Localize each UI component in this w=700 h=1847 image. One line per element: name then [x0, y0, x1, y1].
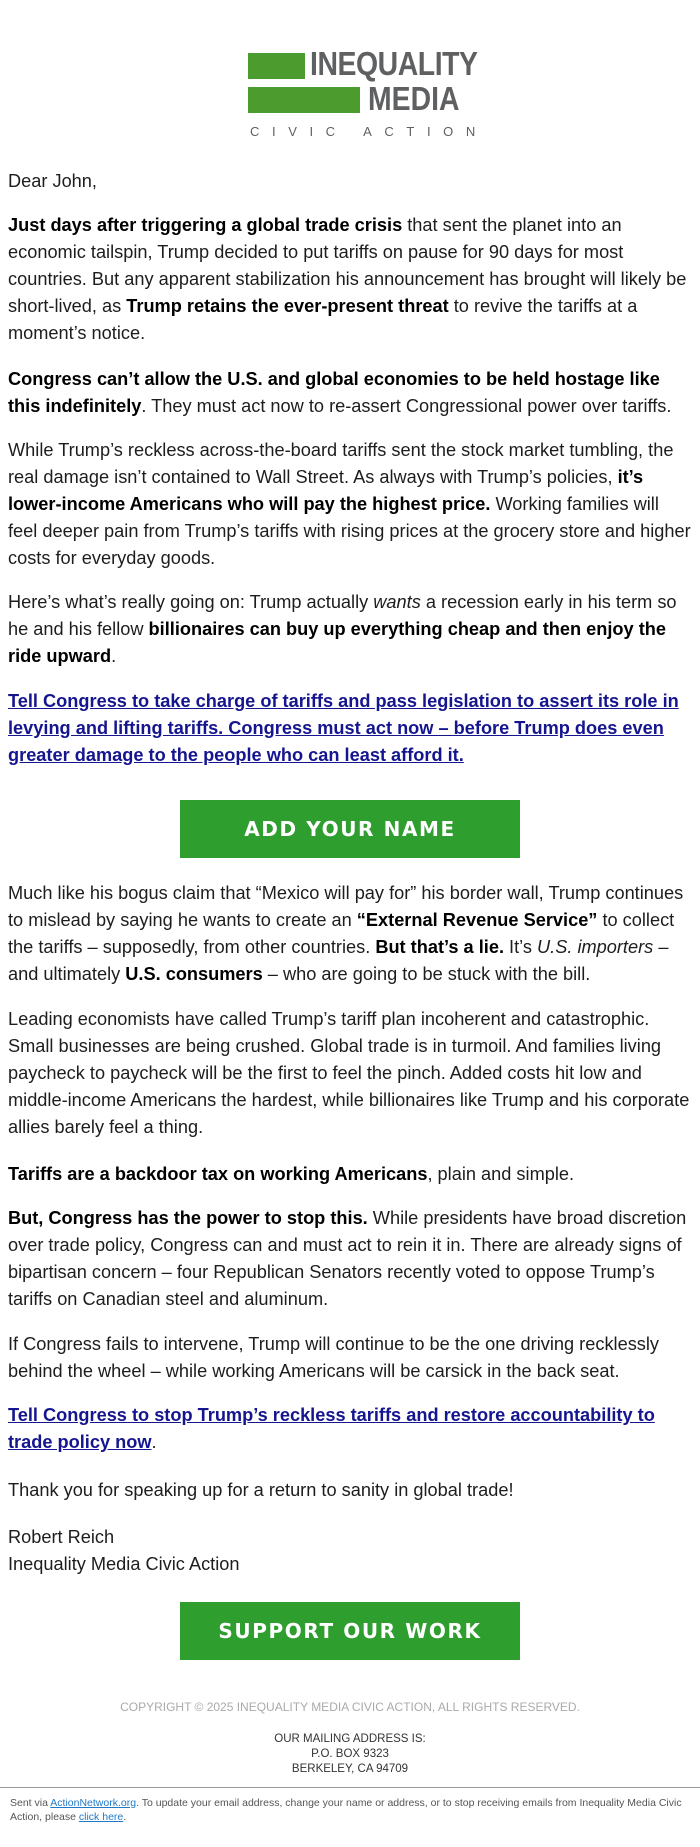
p5-bold-1: “External Revenue Service”	[356, 910, 598, 930]
paragraph-7	[8, 1161, 692, 1188]
logo-bar-short	[248, 53, 305, 79]
p5-italic-1: U.S. importers	[537, 937, 654, 957]
p1-text-2: to revive the tariffs at a moment’s notice.	[8, 296, 638, 343]
inequality-media-logo[interactable]	[248, 45, 488, 140]
paragraph-4	[8, 589, 692, 670]
link2-tail: .	[151, 1432, 157, 1452]
actionnetwork-link[interactable]: ActionNetwork.org	[50, 1797, 137, 1809]
support-our-work-button[interactable]: SUPPORT OUR WORK	[180, 1602, 520, 1660]
p1-bold-1: Just days after triggering a global trade crisis	[8, 215, 403, 235]
p4-italic-1: wants	[373, 592, 421, 612]
paragraph-8	[8, 1205, 692, 1313]
paragraph-3	[8, 437, 692, 572]
p5-text-4: – and ultimately	[8, 937, 669, 984]
logo-word-media: MEDIA	[368, 80, 460, 117]
paragraph-6: Leading economists have called Trump’s tariff plan incoherent and catastrophic. Small businesses are being crushed. Global trade is in turmoil. And families living paycheck to paycheck will be the first to feel the pinch. Added costs hit low and middle-income Americans the hardest, while billionaires like Trump and his corporate allies barely feel a thing.	[8, 1009, 690, 1137]
cta-link-paragraph-2	[8, 1402, 692, 1456]
p5-text-1: Much like his bogus claim that “Mexico will pay for” his border wall, Trump continues to mislead by saying he wants to create an	[8, 883, 684, 930]
p4-text-3: .	[111, 646, 117, 666]
footer-divider	[0, 1787, 700, 1788]
mailing-address	[0, 1732, 700, 1777]
logo-word-inequality: INEQUALITY	[310, 45, 478, 82]
paragraph-9: If Congress fails to intervene, Trump will continue to be the one driving recklessly behind the wheel – while working Americans will be carsick in the back seat.	[8, 1334, 660, 1381]
p5-bold-3: U.S. consumers	[125, 964, 263, 984]
p1-bold-2: Trump retains the ever-present threat	[126, 296, 449, 316]
p5-text-3: It’s	[504, 937, 538, 957]
p7-bold-1: Tariffs are a backdoor tax on working Americans	[8, 1164, 428, 1184]
p3-text-2: Working families will feel deeper pain from Trump’s tariffs with rising prices at the grocery store and higher costs for everyday goods.	[8, 494, 691, 568]
signature-name: Robert Reich	[8, 1527, 115, 1547]
city-state-zip: BERKELEY, CA 94709	[291, 1763, 409, 1775]
greeting: Dear John,	[8, 171, 97, 191]
p1-text-1: that sent the planet into an economic tailspin, Trump decided to put tariffs on pause for 90 days for most countries. But any apparent stabilization his announcement has brought will likely be short-lived, as	[8, 215, 687, 316]
paragraph-10: Thank you for speaking up for a return to sanity in global trade!	[8, 1480, 514, 1500]
p2-text-1: . They must act now to re-assert Congressional power over tariffs.	[141, 396, 672, 416]
p3-bold-1: it’s lower-income Americans who will pay the highest price.	[8, 467, 644, 514]
tell-congress-link-2[interactable]: Tell Congress to stop Trump’s reckless tariffs and restore accountability to trade policy now	[8, 1405, 655, 1452]
paragraph-5	[8, 880, 692, 988]
p5-bold-2: But that’s a lie.	[375, 937, 504, 957]
p4-text-2: a recession early in his term so he and his fellow	[8, 592, 677, 639]
cta-link-paragraph-1	[8, 688, 692, 769]
logo-bar-long	[248, 87, 360, 113]
signature-org: Inequality Media Civic Action	[8, 1554, 240, 1574]
click-here-link[interactable]: click here	[78, 1811, 124, 1823]
p8-text-1: While presidents have broad discretion over trade policy, Congress can and must act to rein it in. There are already signs of bipartisan concern – four Republican Senators recently voted to oppose Trump’s tariffs on Canadian steel and aluminum.	[8, 1208, 687, 1309]
p5-text-2: to collect the tariffs – supposedly, from other countries.	[8, 910, 675, 957]
sent-prefix: Sent via	[10, 1797, 51, 1809]
p8-bold-1: But, Congress has the power to stop this.	[8, 1208, 368, 1228]
tell-congress-link-1[interactable]: Tell Congress to take charge of tariffs and pass legislation to assert its role in levying and lifting tariffs. Congress must act now – before Trump does even greater damage to the people who can least afford it.	[8, 691, 679, 765]
po-box: P.O. BOX 9323	[311, 1748, 389, 1760]
logo-tagline: CIVIC ACTION	[250, 124, 488, 139]
p4-text-1: Here’s what’s really going on: Trump actually	[8, 592, 374, 612]
p4-bold-1: billionaires can buy up everything cheap and then enjoy the ride upward	[8, 619, 666, 666]
add-your-name-button[interactable]: ADD YOUR NAME	[180, 800, 520, 858]
p7-text-1: , plain and simple.	[427, 1164, 575, 1184]
sent-text: . To update your email address, change your name or address, or to stop receiving emails from Inequality Media Civic Action, please	[10, 1797, 682, 1823]
paragraph-1	[8, 212, 692, 347]
p2-bold-1: Congress can’t allow the U.S. and global economies to be held hostage like this indefinitely	[8, 369, 660, 416]
mailing-label: OUR MAILING ADDRESS IS:	[274, 1733, 426, 1745]
p5-text-5: – who are going to be stuck with the bill.	[262, 964, 591, 984]
sent-end: .	[123, 1811, 127, 1823]
sent-via-notice	[10, 1796, 690, 1824]
copyright: COPYRIGHT © 2025 INEQUALITY MEDIA CIVIC ACTION, ALL RIGHTS RESERVED.	[120, 1700, 580, 1714]
paragraph-2	[8, 366, 692, 420]
p3-text-1: While Trump’s reckless across-the-board tariffs sent the stock market tumbling, the real damage isn’t contained to Wall Street. As always with Trump’s policies,	[8, 440, 674, 487]
